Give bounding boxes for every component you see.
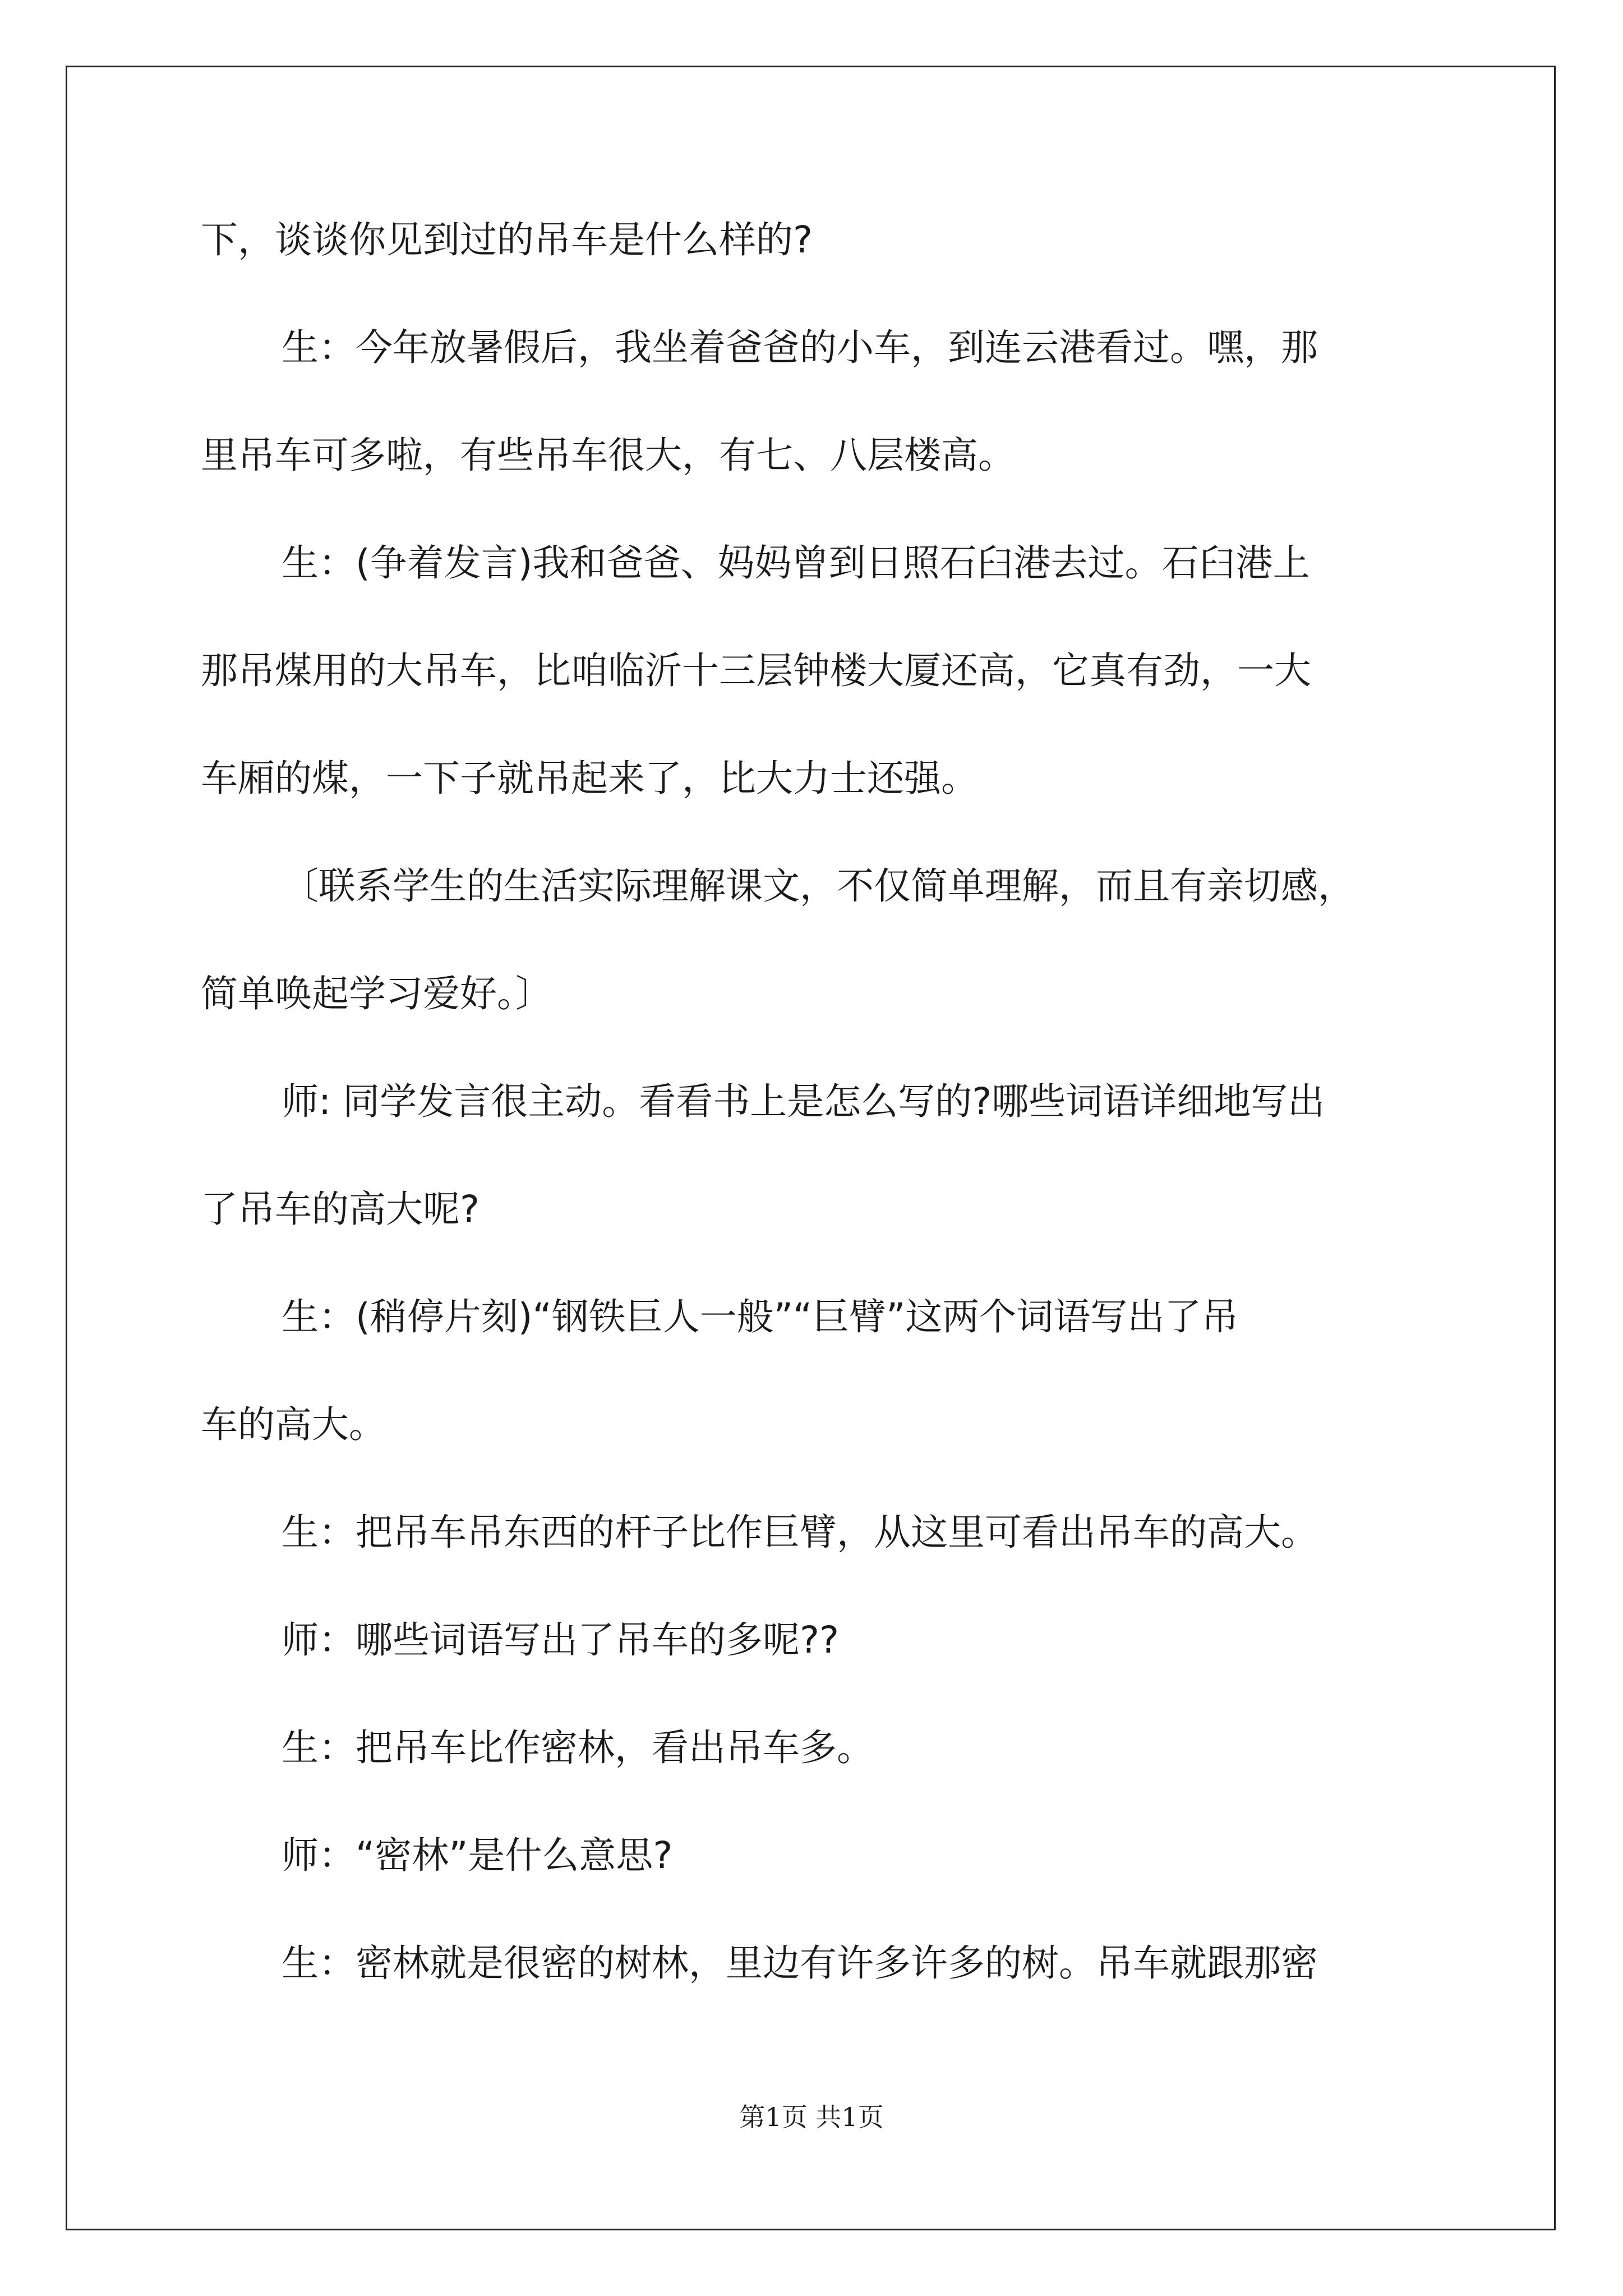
paragraph-line: 车的高大。 xyxy=(201,1403,386,1446)
paragraph-line: 车厢的煤，一下子就吊起来了，比大力士还强。 xyxy=(201,757,978,800)
document-body xyxy=(201,213,1423,1990)
paragraph-line: 师: 同学发言很主动。看看书上是怎么写的?哪些词语详细地写出 xyxy=(282,1080,1325,1123)
paragraph-line: 那吊煤用的大吊车，比咱临沂十三层钟楼大厦还高，它真有劲，一大 xyxy=(201,649,1311,692)
page-number-footer: 第1页 共1页 xyxy=(739,2102,884,2132)
paragraph-line: 生：(稍停片刻)“钢铁巨人一般”“巨臂”这两个词语写出了吊 xyxy=(282,1295,1239,1338)
paragraph-line: 下，谈谈你见到过的吊车是什么样的? xyxy=(201,218,813,261)
paragraph-line: 生：密林就是很密的树林，里边有许多许多的树。吊车就跟那密 xyxy=(282,1941,1318,1985)
paragraph-line: 简单唤起学习爱好。〕 xyxy=(201,972,552,1015)
paragraph-line: 里吊车可多啦，有些吊车很大，有七、八层楼高。 xyxy=(201,434,1015,477)
paragraph-line: 生：(争着发言)我和爸爸、妈妈曾到日照石臼港去过。石臼港上 xyxy=(282,541,1310,585)
paragraph-line: 生：今年放暑假后，我坐着爸爸的小车，到连云港看过。嘿，那 xyxy=(282,326,1318,369)
paragraph-line: 师：“密林”是什么意思? xyxy=(282,1834,673,1877)
paragraph-line: 〔联系学生的生活实际理解课文，不仅简单理解，而且有亲切感， xyxy=(282,864,1355,908)
paragraph-line: 师：哪些词语写出了吊车的多呢?? xyxy=(282,1618,840,1662)
paragraph-line: 生：把吊车吊东西的杆子比作巨臂，从这里可看出吊车的高大。 xyxy=(282,1511,1318,1554)
paragraph-line: 了吊车的高大呢? xyxy=(201,1188,480,1231)
paragraph-line: 生：把吊车比作密林，看出吊车多。 xyxy=(282,1726,874,1769)
